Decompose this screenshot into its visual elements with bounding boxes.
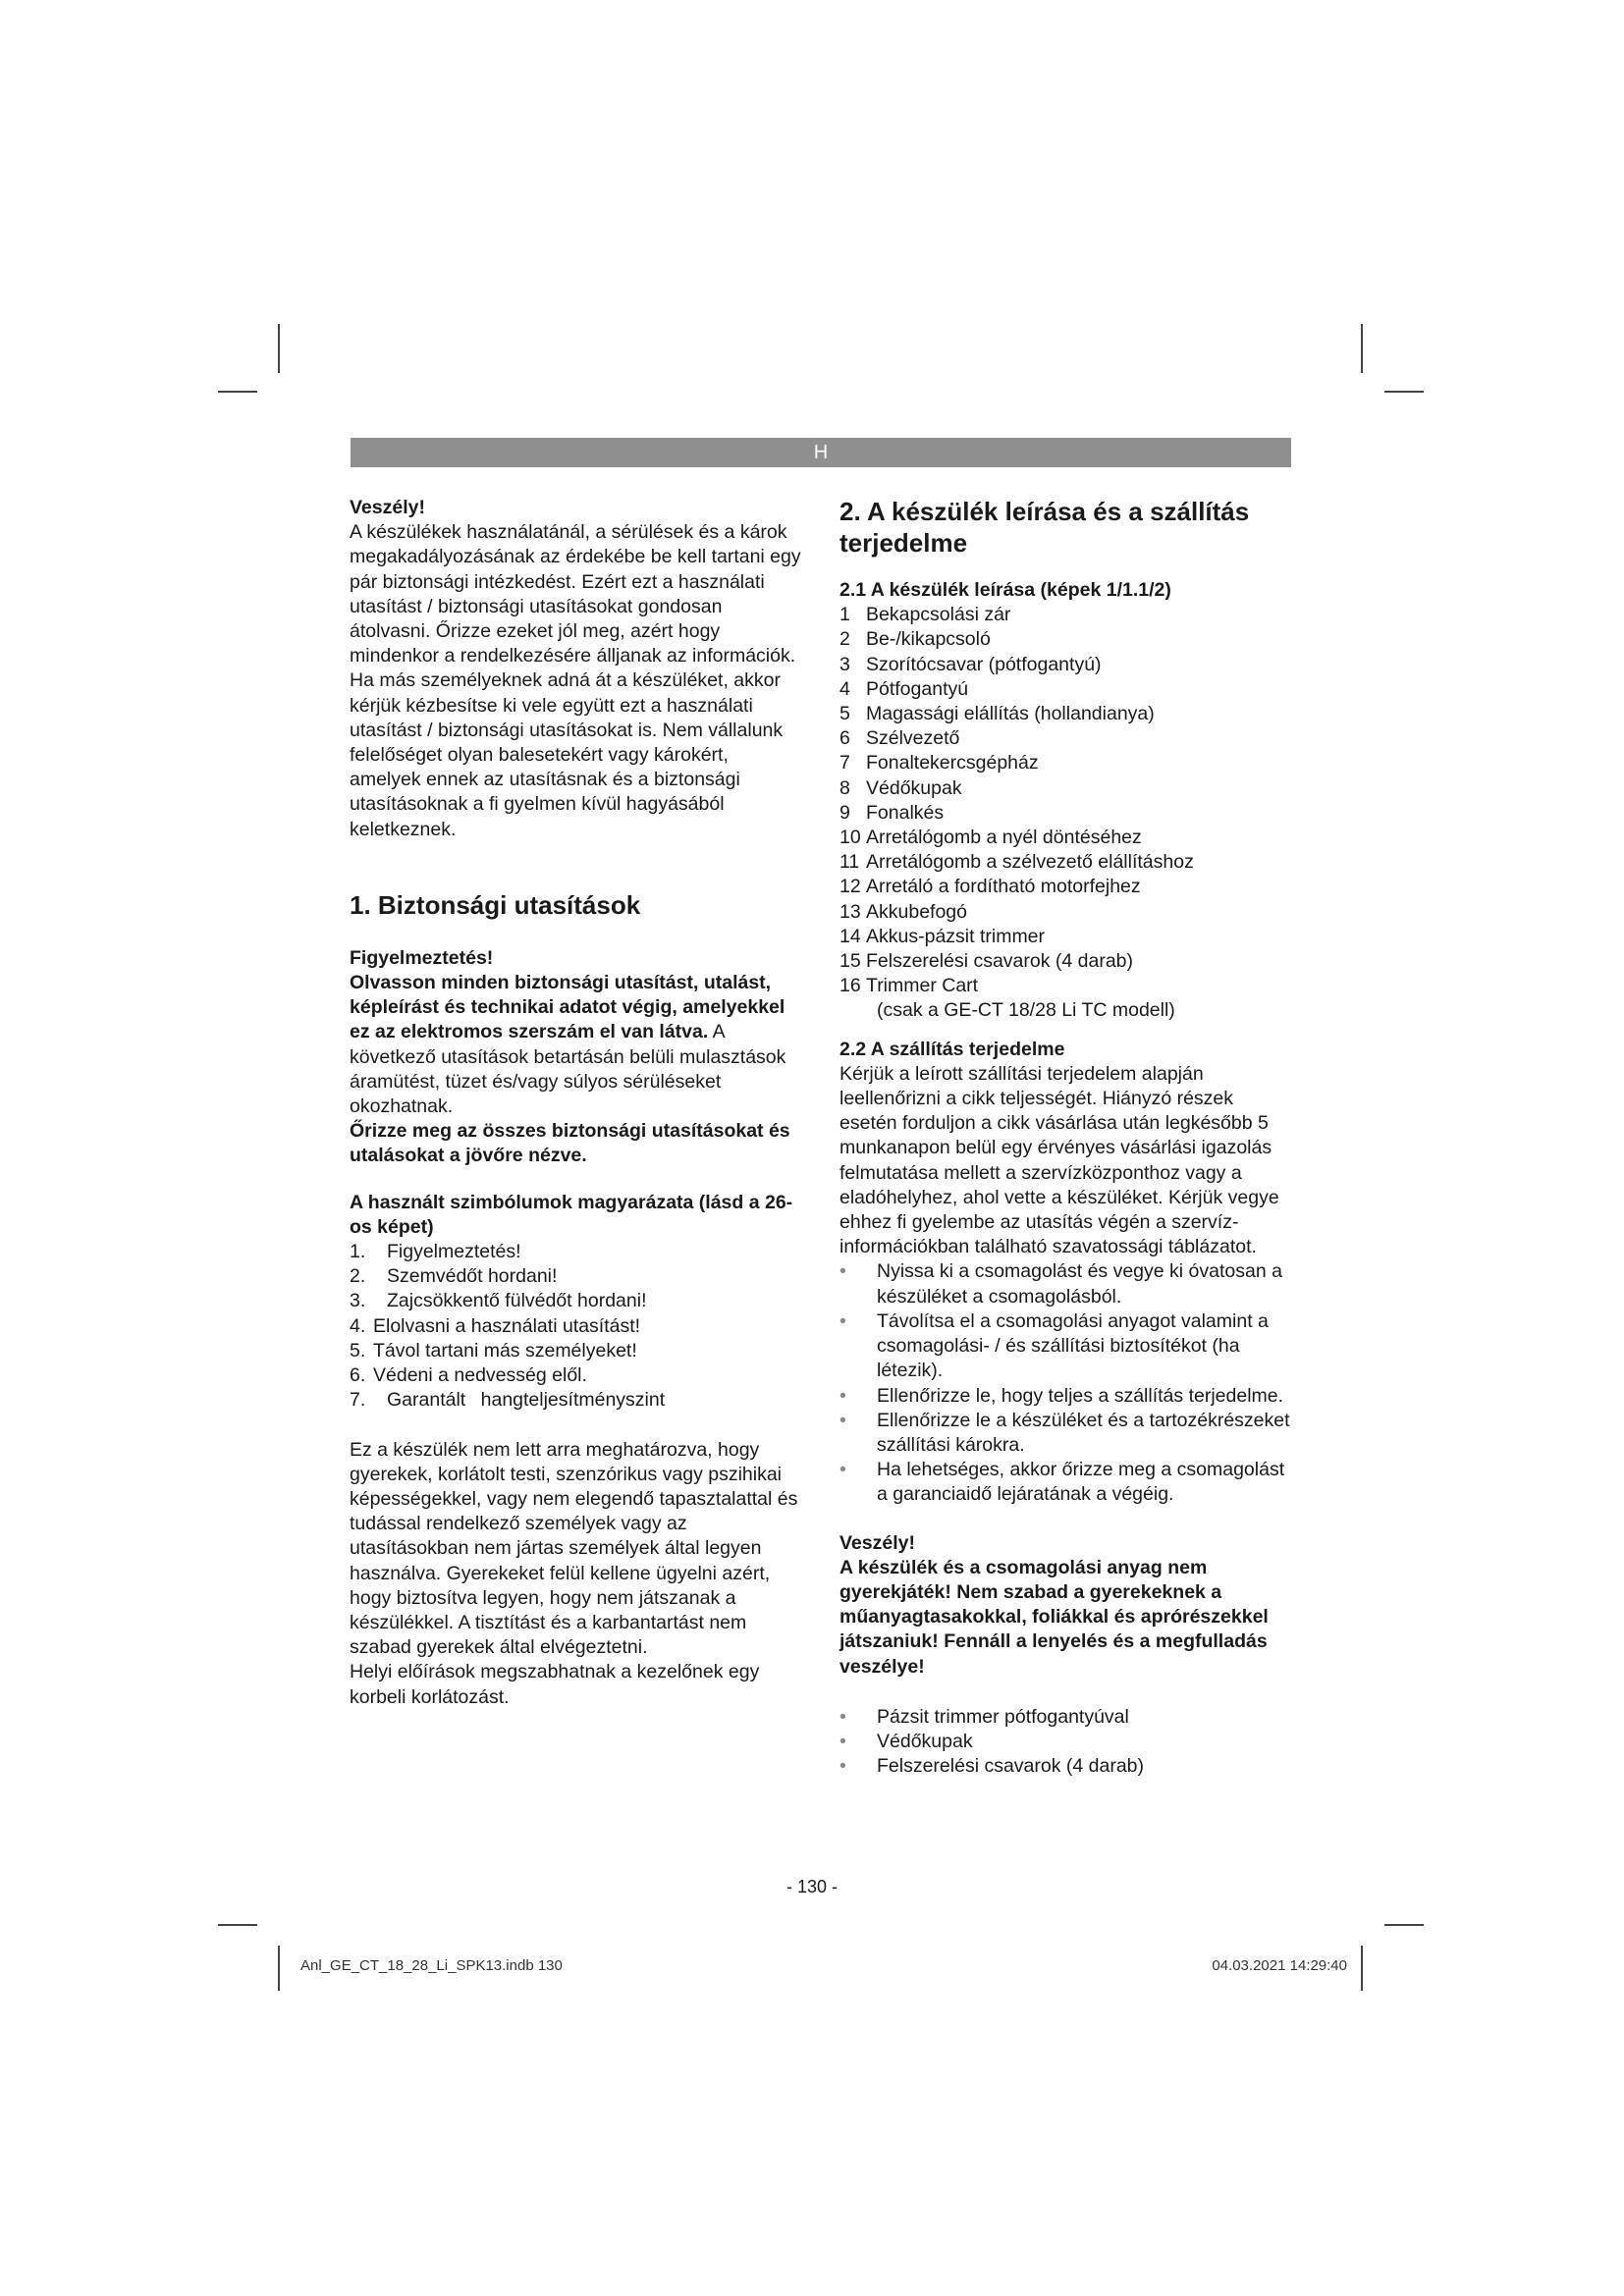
crop-mark [278, 324, 280, 373]
subsection-2-2-title: 2.2 A szállítás terjedelme [839, 1038, 1065, 1060]
crop-mark [1384, 1924, 1424, 1926]
item-text: Trimmer Cart [866, 975, 979, 997]
warning-normal-text: A következő utasítások betartásán belüli mulasztások áramütést, tüzet és/vagy súlyos sérüléseket okozhatnak. [350, 1021, 786, 1118]
subsection-2-1-title: 2.1 A készülék leírása (képek 1/1.1/2) [839, 579, 1171, 601]
item-text: Felszerelési csavarok (4 darab) [866, 950, 1134, 973]
item-text: Akkubefogó [866, 900, 967, 923]
warning-keep-text: Őrizze meg az összes biztonsági utasításokat és utalásokat a jövőre nézve. [350, 1120, 790, 1167]
list-item [839, 826, 1291, 850]
item-text: Garantált hangteljesítményszint [387, 1389, 666, 1412]
item-text: Védőkupak [866, 776, 962, 799]
footer-datetime: 04.03.2021 14:29:40 [1212, 1957, 1347, 1974]
item-number: 6 [839, 727, 850, 750]
item-number: 11 [839, 851, 860, 874]
bullet-icon: • [839, 1409, 846, 1431]
item-number: 2 [839, 628, 850, 651]
list-item [839, 627, 1291, 652]
danger-text: A készülékek használatánál, a sérülések és a károk megakadályozásának az érdekébe be kell tartani egy pár biztonsági intézkedést. Ezért ezt a használati utasítást / biztonsági utasításokat gondosan átolvasni. Őrizze ezeket jól meg, azért hogy mindenkor a rendelkezésére álljanak az információk. Ha más személyeknek adná át a készüléket, akkor kérjük kézbesítse ki vele együtt ezt a használati utasítást / biztonsági utasításokat is. Nem vállalunk felelőséget olyan balesetekért vagy károkért, amelyek ennek az utasításnak és a biztonsági utasításoknak a fi gyelmen kívül hagyásából keletkeznek. [350, 521, 801, 840]
item-text: Távol tartani más személyeket! [373, 1339, 637, 1362]
item-number: 14 [839, 925, 861, 947]
bullet-icon: • [839, 1755, 846, 1778]
item-number: 6. [350, 1364, 366, 1387]
item-text: Be-/kikapcsoló [866, 628, 991, 651]
list-item [839, 1384, 1291, 1409]
item-number: 3. [350, 1290, 366, 1312]
danger-title: Veszély! [350, 497, 425, 518]
section-1-title: 1. Biztonsági utasítások [350, 889, 641, 920]
item-number: 1. [350, 1241, 366, 1263]
symbols-list [350, 1240, 801, 1413]
symbols-title: A használt szimbólumok magyarázata (lásd a 26-os képet) [350, 1191, 793, 1238]
crop-mark [1361, 1946, 1363, 1991]
item-text: Arretálógomb a szélvezető elállításhoz [866, 851, 1194, 874]
part-16-note: (csak a GE-CT 18/28 Li TC modell) [877, 999, 1175, 1022]
list-item [839, 603, 1291, 627]
list-item [839, 875, 1291, 899]
list-item [839, 726, 1291, 751]
bullet-icon: • [839, 1384, 846, 1407]
danger-2-text: A készülék és a csomagolási anyag nem gyerekjáték! Nem szabad a gyerekeknek a műanyagtasakokkal, foliákkal és aprórészekkel játszaniuk! Fennáll a lenyelés és a megfulladás veszélye! [839, 1556, 1269, 1678]
item-number: 15 [839, 950, 861, 973]
item-number: 8 [839, 776, 850, 799]
item-text: Fonaltekercsgépház [866, 752, 1039, 774]
list-item [839, 900, 1291, 925]
contents-list [839, 1705, 1291, 1780]
item-text: Szélvezető [866, 727, 960, 750]
page-number: - 130 - [785, 1877, 839, 1896]
item-number: 5 [839, 703, 850, 725]
list-item [839, 677, 1291, 702]
item-number: 9 [839, 801, 850, 824]
bullet-icon: • [839, 1459, 846, 1481]
crop-mark [278, 1946, 280, 1991]
bullet-icon: • [839, 1705, 846, 1728]
warning-paragraph [350, 971, 801, 1119]
list-item [839, 751, 1291, 775]
item-text: Ha lehetséges, akkor őrizze meg a csomagolást a garanciaidő lejáratának a végéig. [877, 1459, 1285, 1506]
language-header-bar [351, 438, 1291, 467]
list-item [839, 1705, 1291, 1730]
item-text: Zajcsökkentő fülvédőt hordani! [387, 1290, 647, 1312]
list-item [839, 1309, 1291, 1384]
list-item [350, 1264, 801, 1289]
delivery-text: Kérjük a leírott szállítási terjedelem alapján leellenőrizni a cikk teljességét. Hiányzó részek esetén forduljon a cikk vásárlása után legkésőbb 5 munkanapon belül egy érvényes vásárlási igazolás felmutatása mellett a szervízközponthoz vagy a eladóhelyhez, ahol vette a készüléket. Kérjük vegye ehhez fi gyelembe az utasítás végén a szervíz-információkban található szavatossági táblázatot. [839, 1062, 1279, 1258]
list-item [350, 1363, 801, 1388]
list-item [839, 1458, 1291, 1507]
danger-2-title: Veszély! [839, 1531, 915, 1554]
item-text: Pázsit trimmer pótfogantyúval [877, 1705, 1129, 1728]
item-text: Ellenőrizze le a készüléket és a tartozékrészeket szállítási károkra. [877, 1409, 1290, 1456]
item-text: Szemvédőt hordani! [387, 1265, 558, 1288]
list-item [839, 850, 1291, 875]
item-text: Arretáló a fordítható motorfejhez [866, 876, 1141, 898]
list-item [839, 653, 1291, 677]
list-item [839, 1259, 1291, 1308]
item-text: Távolítsa el a csomagolási anyagot valamint a csomagolási- / és szállítási biztosítékot (ha létezik). [877, 1309, 1269, 1382]
list-item [839, 801, 1291, 826]
list-item [350, 1289, 801, 1313]
crop-mark [218, 391, 257, 393]
list-item [839, 1730, 1291, 1754]
item-number: 4. [350, 1314, 366, 1337]
item-number: 2. [350, 1265, 366, 1288]
item-number: 12 [839, 876, 861, 898]
item-text: Fonalkés [866, 801, 945, 824]
crop-mark [218, 1924, 257, 1926]
parts-list [839, 603, 1291, 998]
crop-mark [1384, 391, 1424, 393]
item-text: Figyelmeztetés! [387, 1241, 521, 1263]
delivery-steps-list [839, 1259, 1291, 1507]
local-regulations-text: Helyi előírások megszabhatnak a kezelőnek egy korbeli korlátozást. [350, 1661, 760, 1708]
item-number: 4 [839, 677, 850, 700]
warning-title: Figyelmeztetés! [350, 946, 494, 969]
crop-mark [1361, 324, 1363, 373]
item-text: Akkus-pázsit trimmer [866, 925, 1046, 947]
item-number: 10 [839, 827, 861, 849]
item-number: 1 [839, 604, 850, 626]
item-number: 3 [839, 653, 850, 675]
list-item [839, 776, 1291, 801]
footer-file-name: Anl_GE_CT_18_28_Li_SPK13.indb 130 [300, 1957, 563, 1974]
list-item [839, 1409, 1291, 1458]
item-number: 13 [839, 900, 861, 923]
item-text: Elolvasni a használati utasítást! [373, 1314, 641, 1337]
warning-bold-text: Olvasson minden biztonsági utasítást, utalást, képleírást és technikai adatot végig, amelyekkel ez az elektromos szerszám el van látva. [350, 972, 785, 1043]
usage-restriction-text: Ez a készülék nem lett arra meghatározva, hogy gyerekek, korlátolt testi, szenzórikus vagy pszihikai képességekkel, vagy nem elegendő tapasztalattal és tudással rendelkező személyek vagy az utasításokban nem jártas személyek által legyen használva. Gyerekeket felül kellene ügyelni azért, hogy biztosítva legyen, hogy nem játszanak a készülékkel. A tisztítást és a karbantartást nem szabad gyerekek által elvégeztetni. [350, 1438, 798, 1659]
item-number: 7. [350, 1389, 366, 1412]
item-text: Védőkupak [877, 1730, 973, 1752]
item-text: Ellenőrizze le, hogy teljes a szállítás terjedelme. [877, 1384, 1284, 1407]
list-item [350, 1240, 801, 1264]
item-number: 5. [350, 1339, 366, 1362]
right-column [839, 496, 1291, 1779]
item-text: Nyissa ki a csomagolást és vegye ki óvatosan a készüléket a csomagolásból. [877, 1260, 1282, 1308]
bullet-icon: • [839, 1309, 846, 1332]
item-text: Pótfogantyú [866, 677, 969, 700]
list-item [350, 1314, 801, 1339]
left-column [350, 496, 801, 1710]
list-item [839, 974, 1291, 998]
item-number: 16 [839, 975, 861, 997]
language-code: H [813, 442, 829, 463]
list-item [350, 1339, 801, 1363]
item-text: Bekapcsolási zár [866, 604, 1011, 626]
list-item [350, 1388, 801, 1413]
list-item [839, 925, 1291, 949]
section-2-title: 2. A készülék leírása és a szállítás terjedelme [839, 497, 1250, 558]
item-text: Felszerelési csavarok (4 darab) [877, 1755, 1145, 1778]
item-number: 7 [839, 752, 850, 774]
bullet-icon: • [839, 1260, 846, 1283]
item-text: Arretálógomb a nyél döntéséhez [866, 827, 1142, 849]
bullet-icon: • [839, 1730, 846, 1752]
item-text: Szorítócsavar (pótfogantyú) [866, 653, 1102, 675]
list-item [839, 702, 1291, 726]
list-item [839, 949, 1291, 974]
item-text: Védeni a nedvesség elől. [373, 1364, 587, 1387]
item-text: Magassági elállítás (hollandianya) [866, 703, 1155, 725]
list-item [839, 1754, 1291, 1779]
